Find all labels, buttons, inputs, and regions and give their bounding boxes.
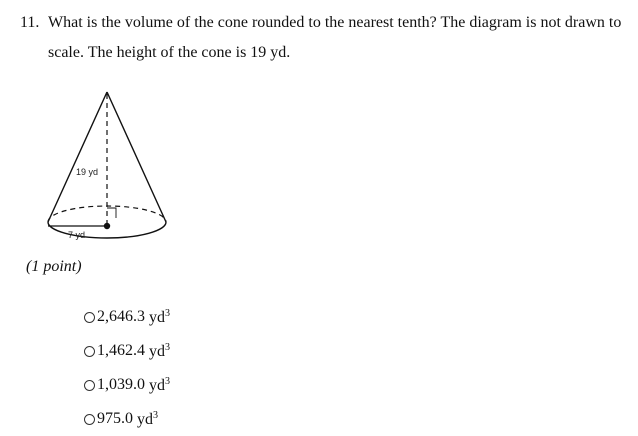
option-1[interactable] [84,300,170,334]
unit-text: yd [149,342,165,360]
question-text-line-1: What is the volume of the cone rounded to the nearest tenth? The diagram is not drawn to [48,14,622,31]
question-number: 11. [20,14,40,31]
option-unit [149,308,170,327]
cone-svg [40,86,180,256]
option-2[interactable] [84,334,170,368]
option-3[interactable] [84,368,170,402]
question-text-line-2: scale. The height of the cone is 19 yd. [48,44,291,61]
option-value: 1,462.4 [97,342,145,359]
base-center-point [104,223,110,229]
radio-button[interactable] [84,380,95,391]
option-unit [149,342,170,361]
unit-text: yd [137,410,153,428]
question-line-1 [20,8,630,38]
radio-button[interactable] [84,346,95,357]
radius-label: 7 yd [68,230,86,240]
option-value: 975.0 [97,410,133,427]
cone-left-side [48,92,107,222]
points-label: (1 point) [26,258,82,275]
unit-exponent: 3 [165,341,170,353]
unit-text: yd [149,308,165,326]
unit-exponent: 3 [165,307,170,319]
unit-exponent: 3 [153,409,158,421]
unit-text: yd [149,376,165,394]
height-label: 19 yd [76,167,99,177]
option-unit [137,410,158,429]
option-value: 1,039.0 [97,376,145,393]
right-angle-marker [107,208,116,218]
option-value: 2,646.3 [97,308,145,325]
radio-button[interactable] [84,312,95,323]
answer-options [84,300,170,436]
cone-right-side [107,92,166,222]
radio-button[interactable] [84,414,95,425]
question-text [20,8,630,68]
unit-exponent: 3 [165,375,170,387]
option-unit [149,376,170,395]
cone-diagram [40,86,180,261]
option-4[interactable] [84,402,170,436]
